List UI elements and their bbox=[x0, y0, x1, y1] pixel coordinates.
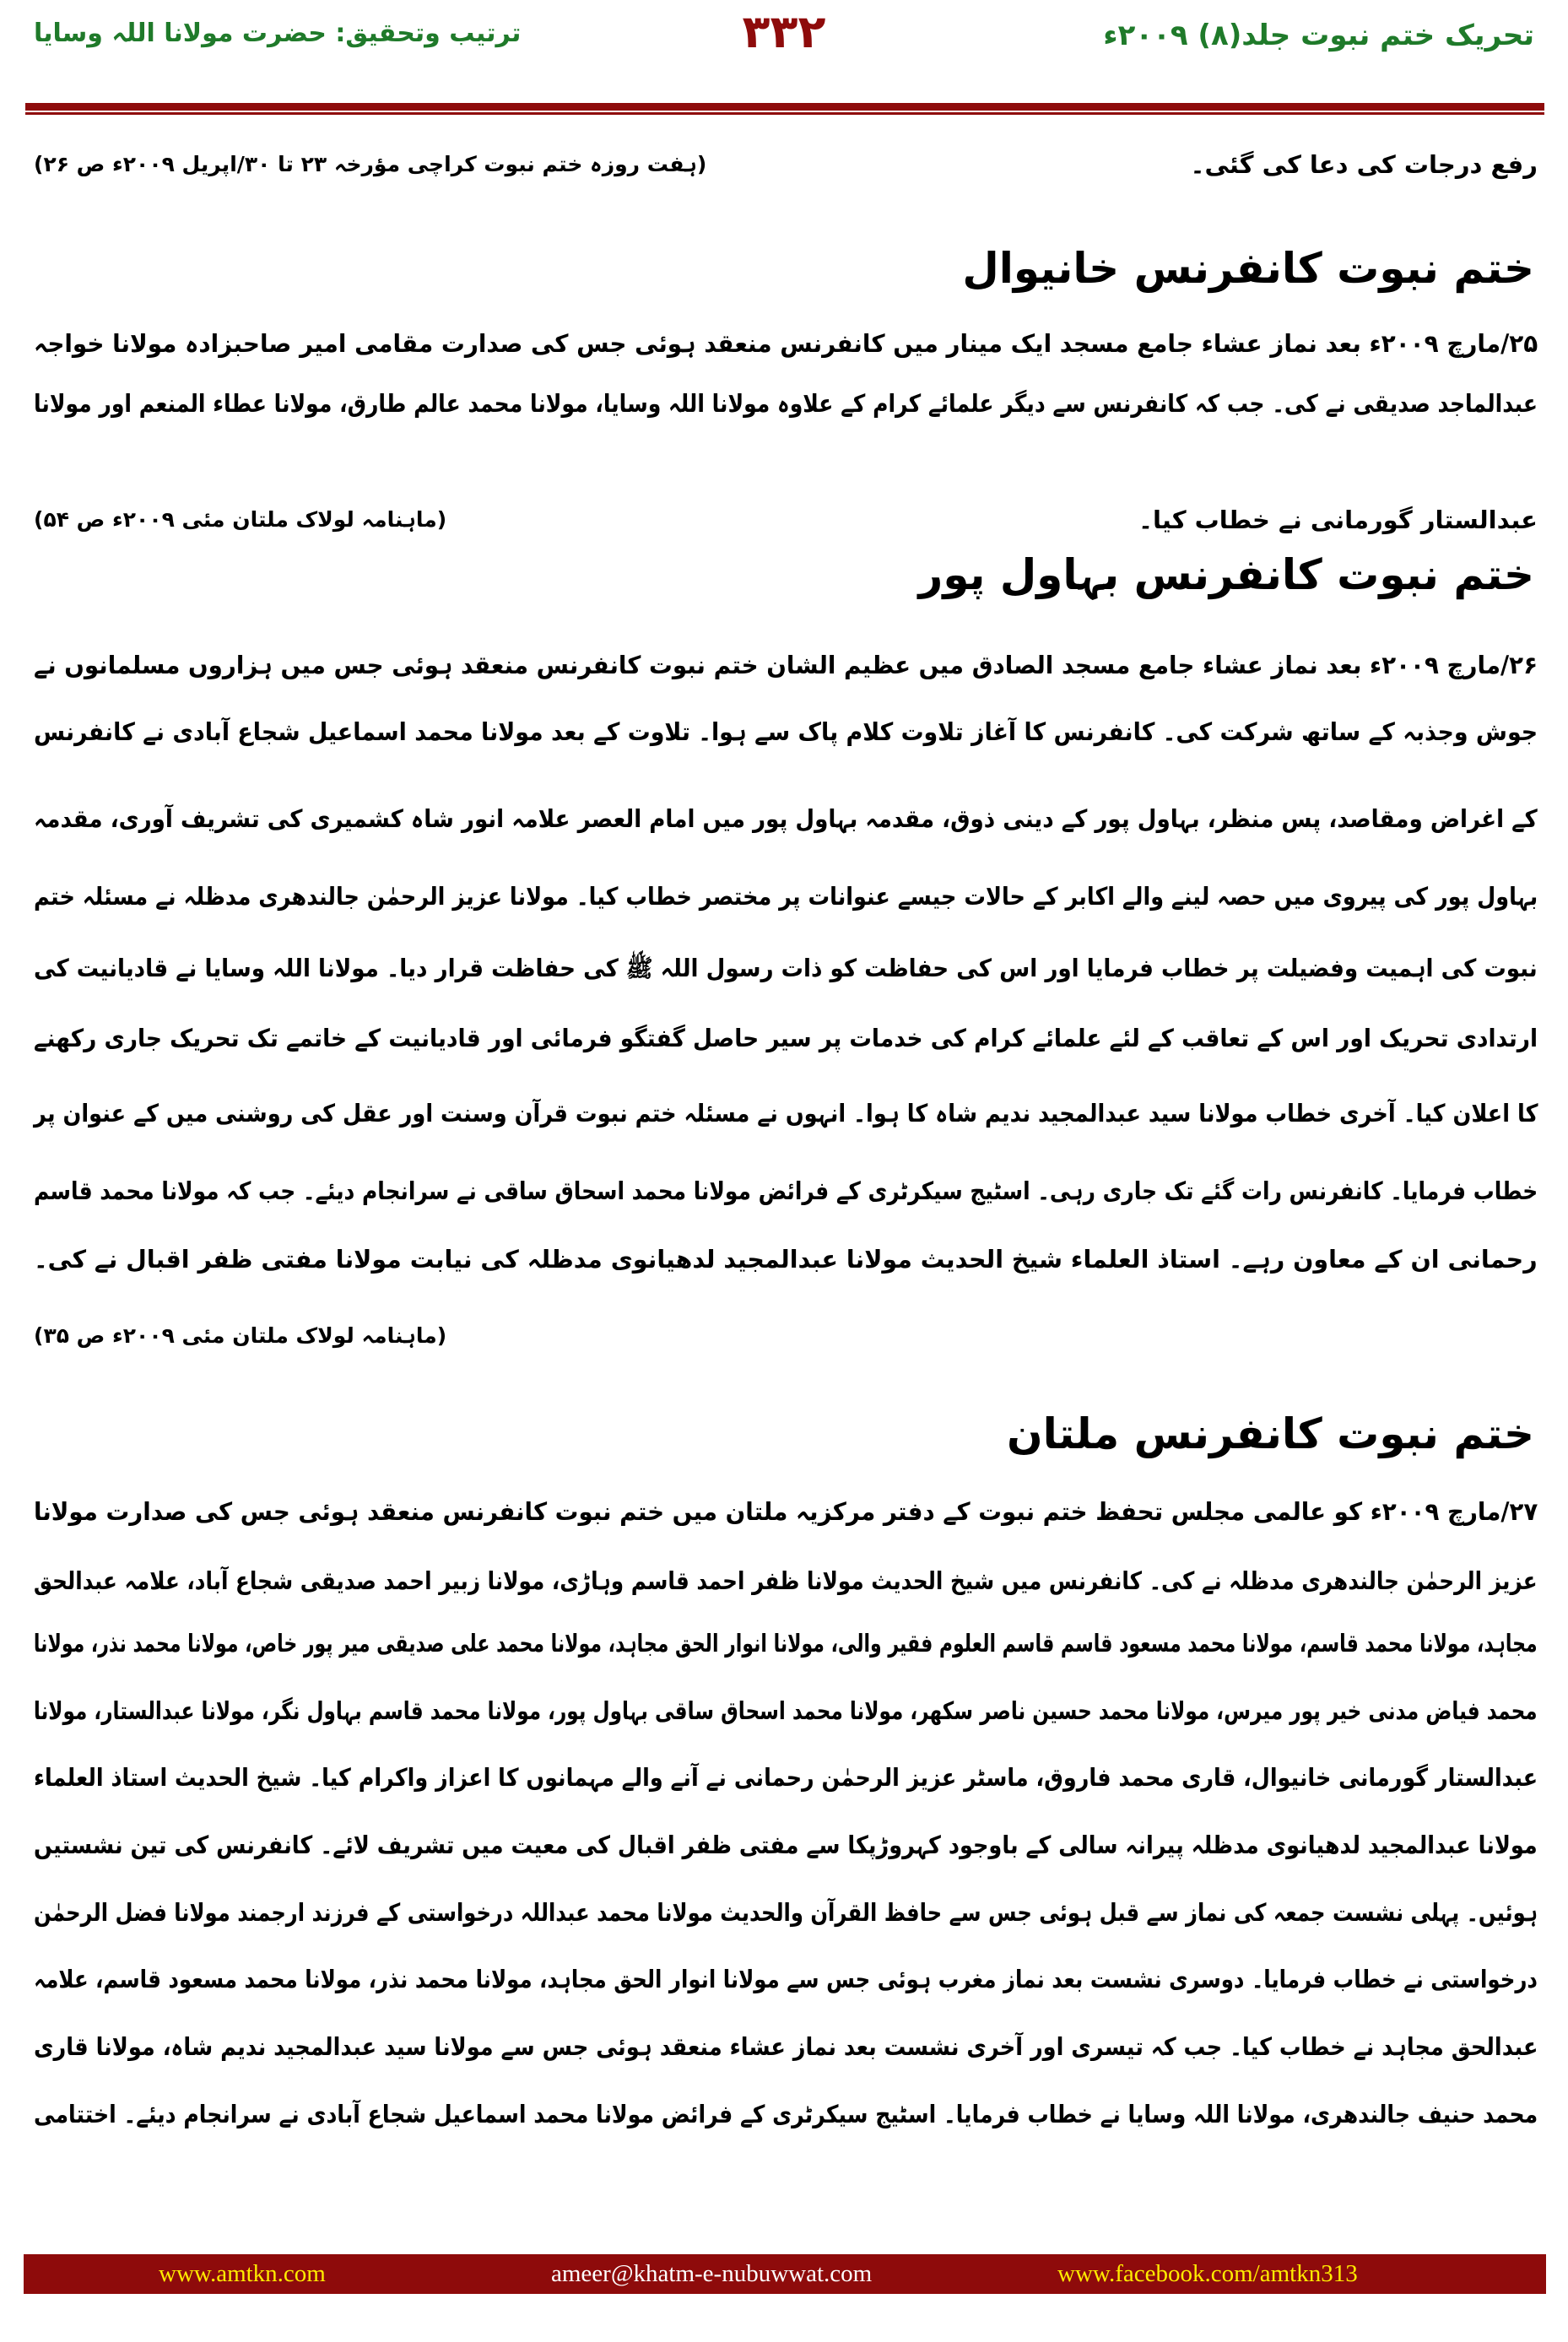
paragraph-line: ۲۶/مارچ ۲۰۰۹ء بعد نماز عشاء جامع مسجد الصادق میں عظیم الشان ختم نبوت کانفرنس منعقد ہوئی جس میں ہزاروں مسلمانوں نے bbox=[34, 651, 1538, 679]
paragraph-line: کے اغراض ومقاصد، پس منظر، بہاول پور کے دینی ذوق، مقدمہ بہاول پور میں امام العصر علامہ انور شاہ کشمیری کی تشریف آوری، مقدمہ bbox=[34, 804, 1538, 833]
paragraph-line: ۲۵/مارچ ۲۰۰۹ء بعد نماز عشاء جامع مسجد ایک مینار میں کانفرنس منعقد ہوئی جس کی صدارت مقامی امیر صاحبزادہ مولانا خواجہ bbox=[33, 329, 1538, 358]
section-heading-khanewal: ختم نبوت کانفرنس خانیوال bbox=[962, 244, 1534, 293]
paragraph-line: عبدالستار گورمانی خانیوال، قاری محمد فاروق، ماسٹر عزیز الرحمٰن رحمانی نے آنے والے مہمانوں کا اعزاز واکرام کیا۔ شیخ الحدیث استاذ العلماء bbox=[33, 1763, 1538, 1792]
paragraph-line: خطاب فرمایا۔ کانفرنس رات گئے تک جاری رہی۔ اسٹیج سیکرٹری کے فرائض مولانا محمد اسحاق ساقی نے سرانجام دیئے۔ جب کہ مولانا محمد قاسم bbox=[33, 1176, 1538, 1205]
header-rule-thin bbox=[25, 112, 1544, 115]
paragraph-line: عبدالحق مجاہد نے خطاب کیا۔ جب کہ تیسری اور آخری نشست بعد نماز عشاء منعقد ہوئی جس سے مولانا سید عبدالمجید ندیم شاہ، مولانا قاری bbox=[33, 2032, 1538, 2061]
source-reference: (ماہنامہ لولاک ملتان مئی ۲۰۰۹ء ص ۳۵) bbox=[34, 1323, 447, 1348]
paragraph-line: رحمانی ان کے معاون رہے۔ استاذ العلماء شیخ الحدیث مولانا عبدالمجید لدھیانوی مدظلہ کی نیابت مولانا مفتی ظفر اقبال نے کی۔ bbox=[34, 1245, 1538, 1274]
intro-line bbox=[34, 139, 1538, 190]
website-link[interactable]: www.amtkn.com bbox=[159, 2260, 326, 2287]
book-title: تحریک ختم نبوت جلد(۸) ۲۰۰۹ء bbox=[1103, 19, 1534, 52]
paragraph-line: مجاہد، مولانا محمد قاسم، مولانا محمد مسعود قاسم قاسم العلوم فقیر والی، مولانا انوار الحق مجاہد، مولانا محمد علی صدیقی میر پور خاص، مولانا محمد نذر، مولانا bbox=[34, 1629, 1538, 1658]
header-rule-thick bbox=[25, 103, 1544, 111]
paragraph-text: عبدالستار گورمانی نے خطاب کیا۔ bbox=[1138, 506, 1538, 534]
intro-text: رفع درجات کی دعا کی گئی۔ bbox=[1190, 150, 1538, 179]
paragraph-line: عزیز الرحمٰن جالندھری مدظلہ نے کی۔ کانفرنس میں شیخ الحدیث مولانا ظفر احمد قاسم وہاڑی، مولانا زبیر احمد صدیقی شجاع آباد، علامہ عبدالحق bbox=[34, 1566, 1538, 1595]
intro-reference: (ہفت روزہ ختم نبوت کراچی مؤرخہ ۲۳ تا ۳۰/اپریل ۲۰۰۹ء ص ۲۶) bbox=[34, 152, 707, 176]
paragraph-line: مولانا عبدالمجید لدھیانوی مدظلہ پیرانہ سالی کے باوجود کہروڑپکا سے مفتی ظفر اقبال کی معیت میں تشریف لائے۔ کانفرنس کی تین نشستیں bbox=[34, 1831, 1538, 1859]
paragraph-line: عبدالماجد صدیقی نے کی۔ جب کہ کانفرنس سے دیگر علمائے کرام کے علاوہ مولانا اللہ وسایا، مولانا محمد عالم طارق، مولانا عطاء المنعم اور مولانا bbox=[33, 389, 1538, 418]
source-reference: (ماہنامہ لولاک ملتان مئی ۲۰۰۹ء ص ۵۴) bbox=[34, 507, 447, 532]
compiler-credit: ترتیب وتحقیق: حضرت مولانا اللہ وسایا bbox=[34, 19, 522, 48]
paragraph-line: کا اعلان کیا۔ آخری خطاب مولانا سید عبدالمجید ندیم شاہ کا ہوا۔ انہوں نے مسئلہ ختم نبوت قرآن وسنت اور عقل کی روشنی میں کے عنوان پر bbox=[33, 1099, 1538, 1128]
email-link[interactable]: ameer@khatm-e-nubuwwat.com bbox=[551, 2260, 873, 2287]
paragraph-line: بہاول پور کی پیروی میں حصہ لینے والے اکابر کے حالات جیسے عنوانات پر مختصر خطاب کیا۔ مولانا عزیز الرحمٰن جالندھری مدظلہ نے مسئلہ ختم bbox=[33, 882, 1538, 911]
facebook-link[interactable]: www.facebook.com/amtkn313 bbox=[1057, 2260, 1358, 2287]
section-heading-bahawalpur: ختم نبوت کانفرنس بہاول پور bbox=[918, 550, 1534, 599]
paragraph-line: درخواستی نے خطاب فرمایا۔ دوسری نشست بعد نماز مغرب ہوئی جس سے مولانا انوار الحق مجاہد، مولانا محمد نذر، مولانا محمد مسعود قاسم، علامہ bbox=[34, 1965, 1538, 1993]
paragraph-line: ۲۷/مارچ ۲۰۰۹ء کو عالمی مجلس تحفظ ختم نبوت کے دفتر مرکزیہ ملتان میں ختم نبوت کانفرنس منعقد ہوئی جس کی صدارت مولانا bbox=[33, 1497, 1538, 1526]
paragraph-line: جوش وجذبہ کے ساتھ شرکت کی۔ کانفرنس کا آغاز تلاوت کلام پاک سے ہوا۔ تلاوت کے بعد مولانا محمد اسماعیل شجاع آبادی نے کانفرنس bbox=[33, 717, 1538, 746]
paragraph-line: ہوئیں۔ پہلی نشست جمعہ کی نماز سے قبل ہوئی جس سے حافظ القرآن والحدیث مولانا محمد عبداللہ درخواستی کے فرزند ارجمند مولانا فضل الرحمٰن bbox=[33, 1898, 1538, 1927]
section-heading-multan: ختم نبوت کانفرنس ملتان bbox=[1006, 1409, 1534, 1458]
paragraph-line: محمد فیاض مدنی خیر پور میرس، مولانا محمد حسین ناصر سکھر، مولانا محمد اسحاق ساقی بہاول پور، مولانا محمد قاسم بہاول نگر، مولانا عبدالستار، مولانا bbox=[34, 1696, 1538, 1725]
paragraph-line: محمد حنیف جالندھری، مولانا اللہ وسایا نے خطاب فرمایا۔ اسٹیج سیکرٹری کے فرائض مولانا محمد اسماعیل شجاع آبادی نے سرانجام دیئے۔ اختتامی bbox=[33, 2100, 1538, 2128]
paragraph-line: نبوت کی اہمیت وفضیلت پر خطاب فرمایا اور اس کی حفاظت کو ذات رسول اللہ ﷺ کی حفاظت قرار دیا۔ مولانا اللہ وسایا نے قادیانیت کی bbox=[34, 954, 1538, 982]
paragraph-line-with-reference bbox=[34, 495, 1538, 545]
footer-bar bbox=[24, 2254, 1546, 2294]
page-number: ۳۳۲ bbox=[742, 5, 826, 58]
paragraph-line: ارتدادی تحریک اور اس کے تعاقب کے لئے علمائے کرام کی خدمات پر سیر حاصل گفتگو فرمائی اور قادیانیت کے خاتمے تک تحریک جاری رکھنے bbox=[33, 1024, 1538, 1052]
source-reference-line bbox=[34, 1309, 1538, 1360]
